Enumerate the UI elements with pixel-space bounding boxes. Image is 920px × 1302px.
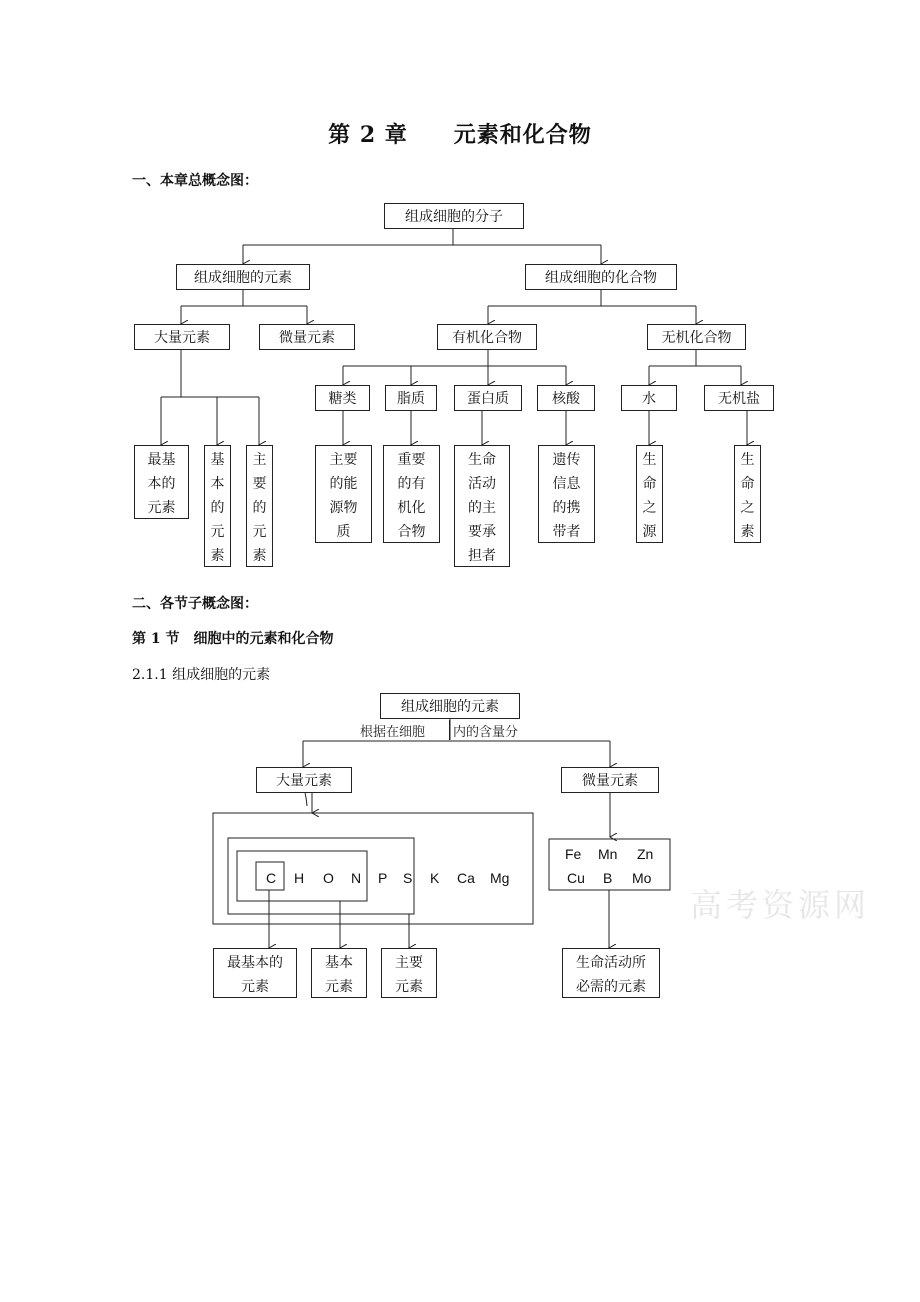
watermark: 高考资源网 — [690, 886, 871, 924]
micro-elements-box-2: 微量元素 — [561, 767, 659, 793]
element-c: C — [266, 870, 277, 886]
element-s: S — [403, 870, 413, 886]
element-mn: Mn — [598, 846, 618, 862]
most-basic-element-box: 最基 本的 元素 — [134, 445, 189, 519]
micro-elements-box: 微量元素 — [259, 324, 355, 350]
cell-elements-box: 组成细胞的元素 — [380, 693, 520, 719]
salt-role-box: 生 命 之 素 — [734, 445, 761, 543]
element-p: P — [378, 870, 388, 886]
element-mo: Mo — [632, 870, 652, 886]
inorganic-salt-box: 无机盐 — [704, 385, 774, 411]
element-zn: Zn — [637, 846, 654, 862]
classification-note-right: 内的含量分 — [453, 725, 519, 740]
protein-role-box: 生命 活动 的主 要承 担者 — [454, 445, 510, 567]
main-element-box-2: 主要 元素 — [381, 948, 437, 998]
section-sub-maps: 二、各节子概念图： — [132, 596, 258, 612]
elements-box: 组成细胞的元素 — [176, 264, 310, 290]
molecules-box: 组成细胞的分子 — [384, 203, 524, 229]
element-h: H — [294, 870, 305, 886]
basic-element-box-2: 基本 元素 — [311, 948, 367, 998]
micro-role-box: 生命活动所 必需的元素 — [562, 948, 660, 998]
sugar-role-box: 主要 的能 源物 质 — [315, 445, 372, 543]
main-element-box: 主 要 的 元 素 — [246, 445, 273, 567]
protein-box: 蛋白质 — [454, 385, 522, 411]
element-ca: Ca — [457, 870, 475, 886]
lipid-box: 脂质 — [385, 385, 437, 411]
nucleic-role-box: 遗传 信息 的携 带者 — [538, 445, 595, 543]
water-box: 水 — [621, 385, 677, 411]
section-heading-1: 第 1 节 细胞中的元素和化合物 — [132, 631, 334, 647]
element-cu: Cu — [567, 870, 585, 886]
element-mg: Mg — [490, 870, 510, 886]
macro-elements-box: 大量元素 — [134, 324, 230, 350]
sugar-box: 糖类 — [315, 385, 370, 411]
basic-element-box: 基 本 的 元 素 — [204, 445, 231, 567]
compounds-box: 组成细胞的化合物 — [525, 264, 677, 290]
note-divider — [449, 720, 450, 740]
chapter-title: 第 2 章 元素和化合物 — [328, 122, 592, 148]
organic-compounds-box: 有机化合物 — [437, 324, 537, 350]
element-b: B — [603, 870, 613, 886]
macro-elements-box-2: 大量元素 — [256, 767, 352, 793]
section-overall-map: 一、本章总概念图： — [132, 173, 258, 189]
lipid-role-box: 重要 的有 机化 合物 — [383, 445, 440, 543]
element-k: K — [430, 870, 440, 886]
water-role-box: 生 命 之 源 — [636, 445, 663, 543]
element-o: O — [323, 870, 334, 886]
nucleic-acid-box: 核酸 — [537, 385, 595, 411]
element-n: N — [351, 870, 362, 886]
inorganic-compounds-box: 无机化合物 — [647, 324, 746, 350]
classification-note-left: 根据在细胞 — [360, 725, 426, 740]
subsection-heading: 2.1.1 组成细胞的元素 — [132, 667, 271, 683]
element-fe: Fe — [565, 846, 582, 862]
most-basic-element-box-2: 最基本的 元素 — [213, 948, 297, 998]
